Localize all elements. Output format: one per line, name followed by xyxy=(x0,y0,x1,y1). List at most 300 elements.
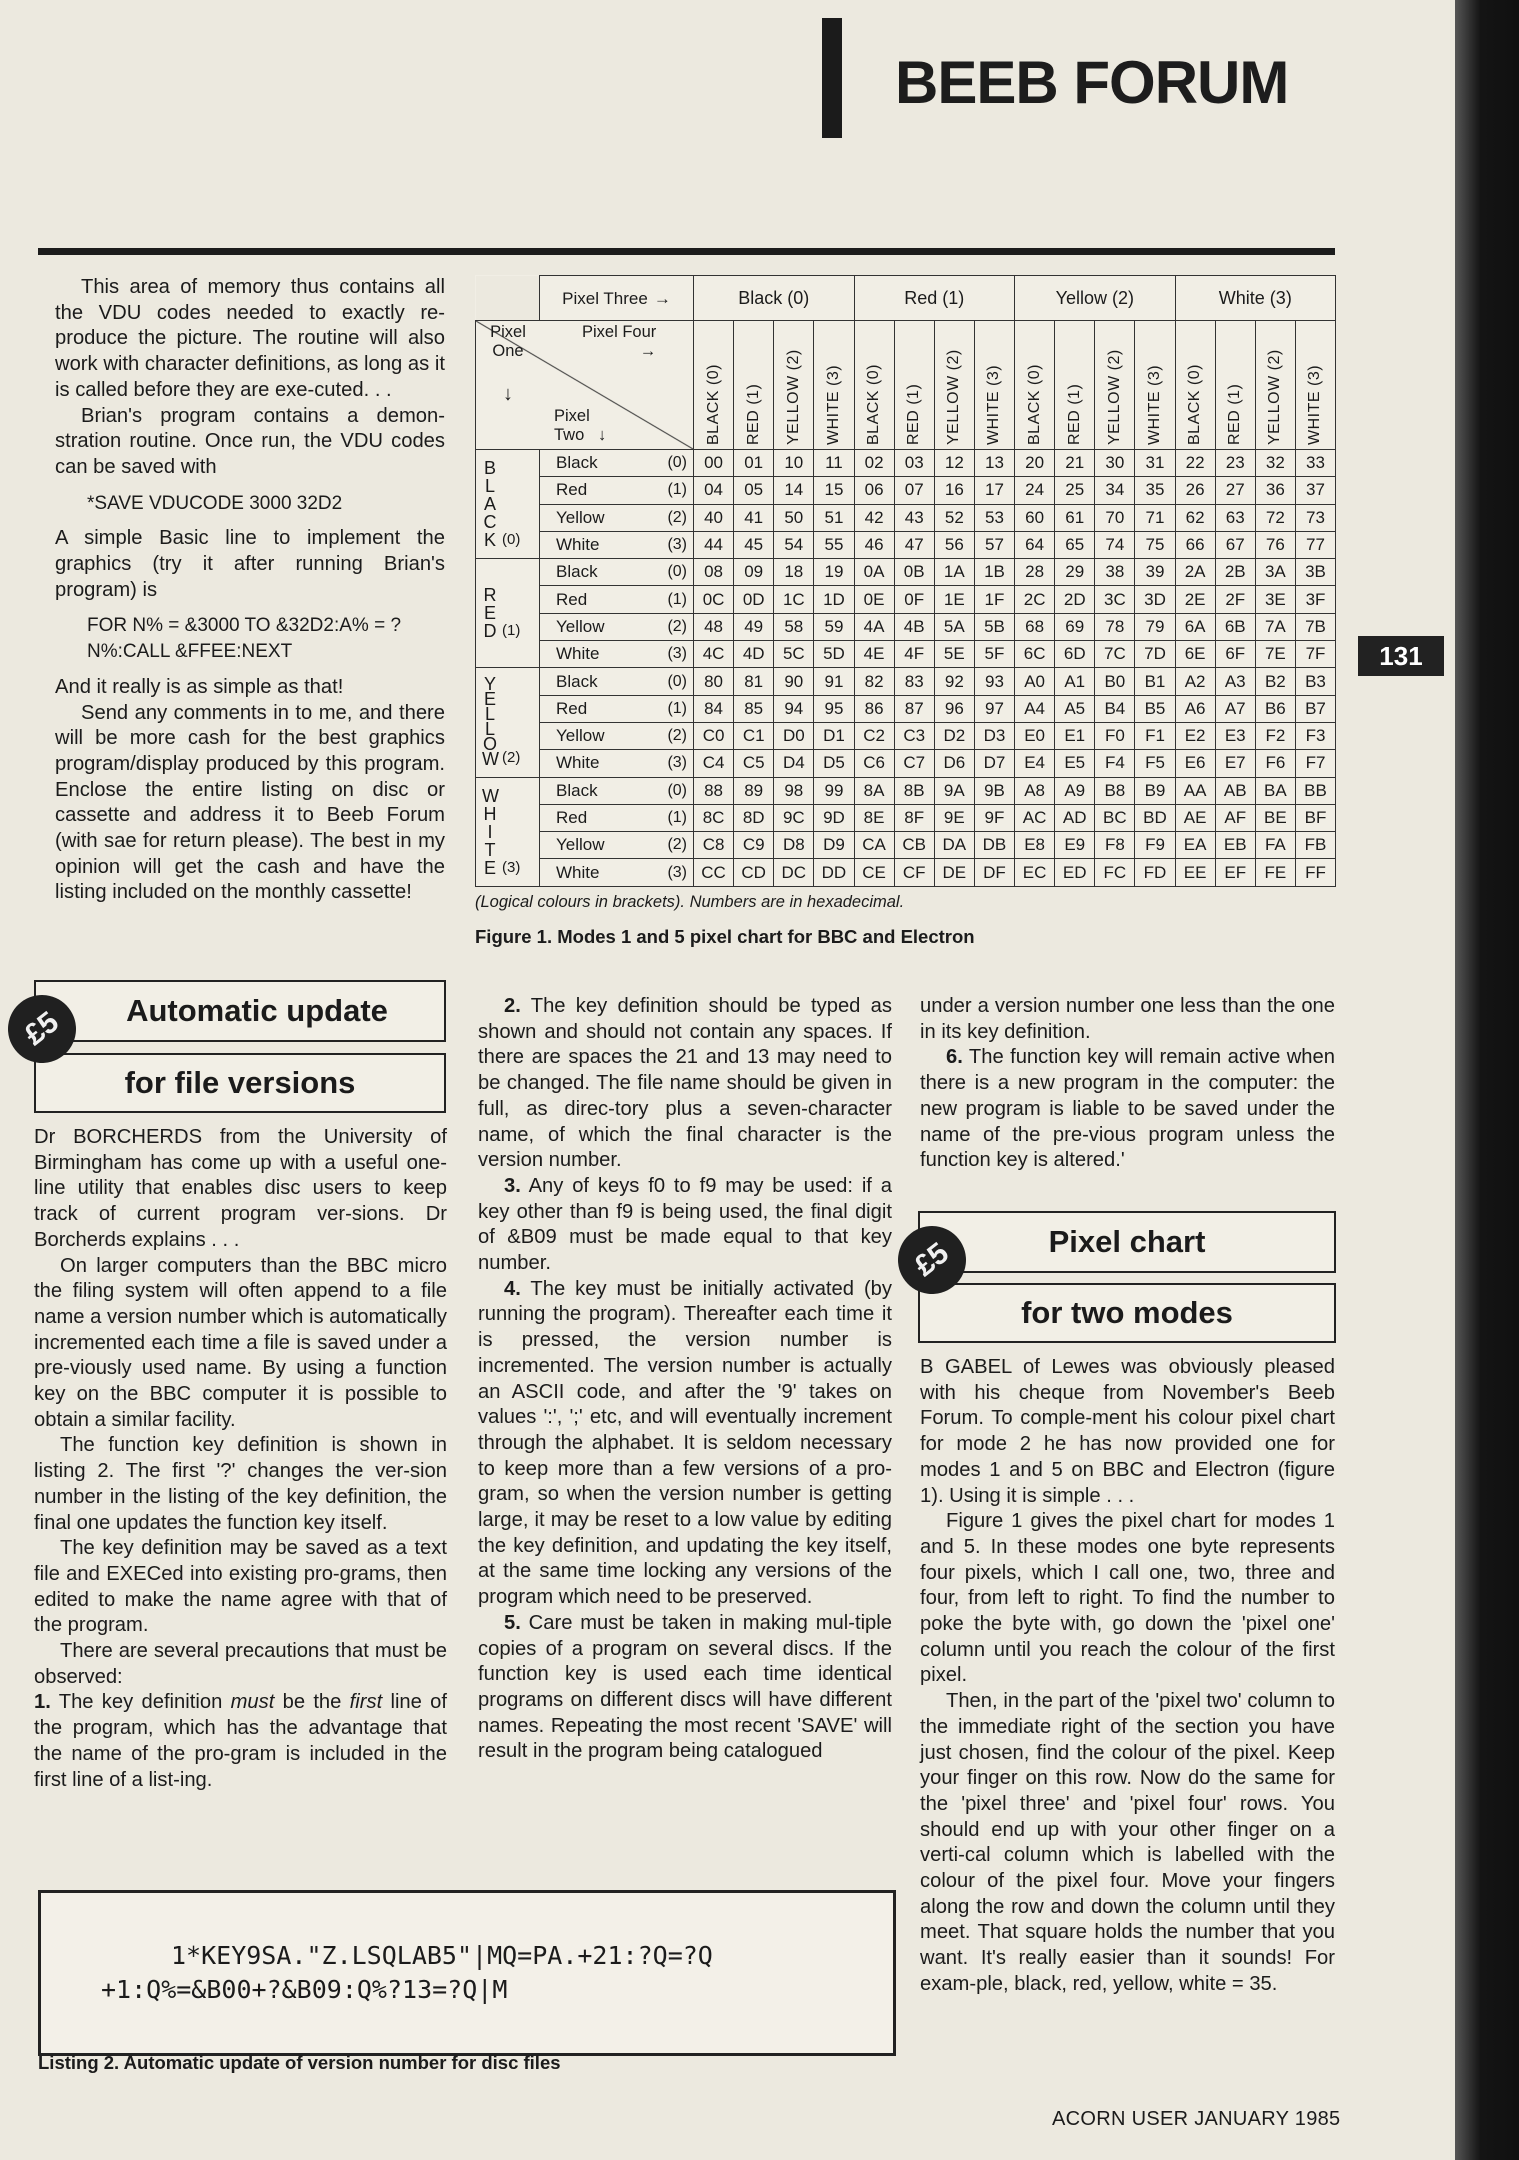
table-cell: 1E xyxy=(934,586,974,613)
table-cell: 2D xyxy=(1055,586,1095,613)
paragraph: under a version number one less than the one in its key definition. xyxy=(920,995,1335,1043)
table-cell: 67 xyxy=(1215,531,1255,558)
table-cell: DB xyxy=(974,832,1014,859)
pixel-four-column-label: YELLOW (2) xyxy=(934,321,974,450)
table-row xyxy=(476,504,1336,531)
pixel-four-column-label: BLACK (0) xyxy=(1175,321,1215,450)
table-cell: 16 xyxy=(934,477,974,504)
table-cell: 0C xyxy=(694,586,734,613)
table-cell: 35 xyxy=(1135,477,1175,504)
table-cell: 31 xyxy=(1135,450,1175,477)
paragraph: B GABEL of Lewes was obviously pleased with his cheque from November's Beeb Forum. To comple-ment his colour pixel chart for mode 2 he has now provided one for modes 1 and 5 on BBC and Electron (figure 1). Using it is simple . . . xyxy=(920,1356,1335,1507)
binding-spine xyxy=(1455,0,1519,2160)
table-cell: 74 xyxy=(1095,531,1135,558)
table-cell: 0D xyxy=(734,586,774,613)
pixel-four-column-label: RED (1) xyxy=(1055,321,1095,450)
table-cell: 3D xyxy=(1135,586,1175,613)
table-cell: 88 xyxy=(694,777,734,804)
pixel-two-colour-label: White xyxy=(540,531,652,558)
table-cell: 62 xyxy=(1175,504,1215,531)
table-corner xyxy=(476,321,694,450)
pixel-four-column-label: WHITE (3) xyxy=(1295,321,1335,450)
table-cell: E2 xyxy=(1175,722,1215,749)
table-cell: AA xyxy=(1175,777,1215,804)
text-run: line of the program, which has the advantage that the name of the pro-gram is included in the first line of a list-ing. xyxy=(34,1691,447,1791)
table-cell: F0 xyxy=(1095,722,1135,749)
table-cell: F1 xyxy=(1135,722,1175,749)
row-group-word: R E D xyxy=(483,585,497,642)
row-group-word: B L A C K xyxy=(483,458,497,551)
pixel-two-colour-number: (2) xyxy=(652,504,694,531)
table-cell: 1C xyxy=(774,586,814,613)
pixel-four-column-label: YELLOW (2) xyxy=(1255,321,1295,450)
table-cell: D1 xyxy=(814,722,854,749)
table-cell: 50 xyxy=(774,504,814,531)
pixel-two-colour-label: Black xyxy=(540,450,652,477)
pixel-two-colour-number: (2) xyxy=(652,722,694,749)
table-cell: 36 xyxy=(1255,477,1295,504)
table-cell: DE xyxy=(934,859,974,886)
pixel-four-column-label: RED (1) xyxy=(1215,321,1255,450)
table-cell: 18 xyxy=(774,559,814,586)
table-cell: 39 xyxy=(1135,559,1175,586)
table-cell: 7F xyxy=(1295,641,1335,668)
header-rule xyxy=(38,248,1335,255)
table-cell: DF xyxy=(974,859,1014,886)
table-cell: 45 xyxy=(734,531,774,558)
table-cell: CF xyxy=(894,859,934,886)
table-cell: A2 xyxy=(1175,668,1215,695)
table-row xyxy=(476,613,1336,640)
table-cell: FE xyxy=(1255,859,1295,886)
table-cell: 25 xyxy=(1055,477,1095,504)
paragraph: Then, in the part of the 'pixel two' column to the immediate right of the section you have just chosen, find the colour of the pixel. Keep your finger on this row. Now do the same for the 'pixel three' and 'pixel four' rows. You should end up with your other finger on a verti-cal column which is labelled with the colour of the pixel four. Move your fingers along the row and down the column until they meet. That square holds the number that you want. It's really easier than it sounds! For exam-ple, black, red, yellow, white = 35. xyxy=(920,1690,1335,1995)
pixel-four-column-label: WHITE (3) xyxy=(1135,321,1175,450)
pixel-three-group-header: Red (1) xyxy=(854,276,1015,321)
table-cell: A4 xyxy=(1015,695,1055,722)
article-subheading-box xyxy=(918,1283,1336,1343)
pixel-two-colour-number: (2) xyxy=(652,832,694,859)
table-cell: 5B xyxy=(974,613,1014,640)
pixel-three-group-header: White (3) xyxy=(1175,276,1336,321)
table-cell: 21 xyxy=(1055,450,1095,477)
table-cell: 8E xyxy=(854,804,894,831)
table-cell: FD xyxy=(1135,859,1175,886)
table-cell: 10 xyxy=(774,450,814,477)
table-cell: 9D xyxy=(814,804,854,831)
pixel-three-text: Pixel Three xyxy=(562,288,648,308)
table-cell: 66 xyxy=(1175,531,1215,558)
table-cell: 91 xyxy=(814,668,854,695)
page-footer: ACORN USER JANUARY 1985 xyxy=(1052,2108,1341,2130)
table-cell: 9E xyxy=(934,804,974,831)
table-cell: EA xyxy=(1175,832,1215,859)
table-cell: 89 xyxy=(734,777,774,804)
pixel-four-column-label: RED (1) xyxy=(894,321,934,450)
paragraph: Send any comments in to me, and there will be more cash for the best graphics program/display produced by this program. Enclose the entire listing on disc or cassette and address it to Beeb Forum (with sae for return please). The best in my opinion will get the cash and have the listing included on the monthly cassette! xyxy=(55,701,445,904)
table-cell: C8 xyxy=(694,832,734,859)
pixel-two-colour-number: (1) xyxy=(652,586,694,613)
table-cell: 2C xyxy=(1015,586,1055,613)
table-cell: A3 xyxy=(1215,668,1255,695)
table-cell: 04 xyxy=(694,477,734,504)
pixel-two-colour-number: (1) xyxy=(652,477,694,504)
table-cell: E7 xyxy=(1215,750,1255,777)
pixel-four-column-label: BLACK (0) xyxy=(854,321,894,450)
table-cell: CE xyxy=(854,859,894,886)
table-cell: 51 xyxy=(814,504,854,531)
section-title: BEEB FORUM xyxy=(895,49,1289,116)
table-cell: FB xyxy=(1295,832,1335,859)
table-row xyxy=(476,804,1336,831)
header-block xyxy=(822,18,842,138)
table-cell: 5F xyxy=(974,641,1014,668)
table-cell: D6 xyxy=(934,750,974,777)
article-heading-box xyxy=(918,1211,1336,1273)
row-group-letters xyxy=(482,459,539,549)
row-group-letters xyxy=(482,787,539,877)
table-cell: 71 xyxy=(1135,504,1175,531)
table-cell: 1D xyxy=(814,586,854,613)
pixel-three-label xyxy=(540,276,694,321)
table-cell: 12 xyxy=(934,450,974,477)
table-cell: 85 xyxy=(734,695,774,722)
table-cell: 6C xyxy=(1015,641,1055,668)
table-note: (Logical colours in brackets). Numbers are in hexadecimal. xyxy=(475,892,905,911)
table-cell: 38 xyxy=(1095,559,1135,586)
table-cell: 03 xyxy=(894,450,934,477)
table-cell: 8B xyxy=(894,777,934,804)
table-cell: FF xyxy=(1295,859,1335,886)
figure-caption: Figure 1. Modes 1 and 5 pixel chart for BBC and Electron xyxy=(475,925,975,947)
pixel-four-text: Pixel Four xyxy=(582,323,657,341)
table-cell: 52 xyxy=(934,504,974,531)
table-cell: 1A xyxy=(934,559,974,586)
table-cell: 68 xyxy=(1015,613,1055,640)
pixel-four-column-label: YELLOW (2) xyxy=(774,321,814,450)
pixel-two-colour-number: (3) xyxy=(652,750,694,777)
table-cell: 02 xyxy=(854,450,894,477)
pixel-two-colour-label: Yellow xyxy=(540,613,652,640)
table-cell: BB xyxy=(1295,777,1335,804)
pixel-two-colour-label: Red xyxy=(540,586,652,613)
table-cell: 59 xyxy=(814,613,854,640)
table-cell: 2A xyxy=(1175,559,1215,586)
pixel-four-column-label: BLACK (0) xyxy=(694,321,734,450)
table-cell: AD xyxy=(1055,804,1095,831)
row-group-letters xyxy=(482,586,539,640)
table-cell: B7 xyxy=(1295,695,1335,722)
article-title: Pixel chart xyxy=(1048,1224,1206,1259)
table-cell: F2 xyxy=(1255,722,1295,749)
table-cell: 2B xyxy=(1215,559,1255,586)
table-cell: A5 xyxy=(1055,695,1095,722)
item-number: 3. xyxy=(504,1174,521,1197)
text-run: must xyxy=(230,1691,275,1714)
table-cell: 7A xyxy=(1255,613,1295,640)
table-cell: 4F xyxy=(894,641,934,668)
table-cell: 0B xyxy=(894,559,934,586)
table-cell: 4C xyxy=(694,641,734,668)
listing-line: +1:Q%=&B00+?&B09:Q%?13=?Q|M xyxy=(101,1975,508,2004)
table-cell: 93 xyxy=(974,668,1014,695)
table-cell: 98 xyxy=(774,777,814,804)
pixel-two-colour-number: (2) xyxy=(652,613,694,640)
table-cell: EF xyxy=(1215,859,1255,886)
table-cell: A8 xyxy=(1015,777,1055,804)
table-cell: A9 xyxy=(1055,777,1095,804)
table-cell: 9B xyxy=(974,777,1014,804)
table-cell: ED xyxy=(1055,859,1095,886)
table-cell: 83 xyxy=(894,668,934,695)
table-row xyxy=(476,777,1336,804)
table-cell: 3A xyxy=(1255,559,1295,586)
page-number-tab: 131 xyxy=(1358,636,1444,676)
article-subtitle: for file versions xyxy=(124,1065,356,1100)
left-column-bottom xyxy=(34,1125,447,1793)
table-cell: E8 xyxy=(1015,832,1055,859)
table-cell: 92 xyxy=(934,668,974,695)
pixel-four-column-label: YELLOW (2) xyxy=(1095,321,1135,450)
table-cell: 1B xyxy=(974,559,1014,586)
table-cell: B4 xyxy=(1095,695,1135,722)
pixel-one-text: Pixel One xyxy=(490,323,526,360)
pixel-two-colour-label: Black xyxy=(540,777,652,804)
table-cell: B1 xyxy=(1135,668,1175,695)
table-row xyxy=(476,477,1336,504)
table-cell: 26 xyxy=(1175,477,1215,504)
table-row xyxy=(476,586,1336,613)
table-cell: 56 xyxy=(934,531,974,558)
table-cell: 8A xyxy=(854,777,894,804)
row-group-word: W H I T E xyxy=(482,785,499,878)
pixel-two-colour-label: White xyxy=(540,750,652,777)
pixel-two-colour-label: White xyxy=(540,859,652,886)
pixel-two-colour-number: (0) xyxy=(652,668,694,695)
table-header-row xyxy=(476,321,1336,450)
paragraph: The function key definition is shown in listing 2. The first '?' changes the ver-sion number in the listing of the key definition, the final one updates the function key itself. xyxy=(34,1434,447,1534)
table-cell: EB xyxy=(1215,832,1255,859)
table-cell: 0F xyxy=(894,586,934,613)
table-cell: 46 xyxy=(854,531,894,558)
paragraph xyxy=(478,1277,892,1611)
table-cell: 44 xyxy=(694,531,734,558)
paragraph: A simple Basic line to implement the graphics (try it after running Brian's program) is xyxy=(55,527,445,601)
table-cell: B3 xyxy=(1295,668,1335,695)
pixel-two-colour-number: (3) xyxy=(652,859,694,886)
paragraph: There are several precautions that must be observed: xyxy=(34,1640,447,1688)
arrow-right-icon: → xyxy=(653,288,671,308)
table-cell: 75 xyxy=(1135,531,1175,558)
table-cell: B8 xyxy=(1095,777,1135,804)
article-subheading-box xyxy=(34,1053,446,1113)
table-cell: A6 xyxy=(1175,695,1215,722)
table-cell: 6D xyxy=(1055,641,1095,668)
table-cell: EC xyxy=(1015,859,1055,886)
paragraph xyxy=(478,1174,892,1277)
row-group-word: Y E L L O W xyxy=(482,674,499,770)
table-row xyxy=(476,832,1336,859)
pixel-four-column-label: BLACK (0) xyxy=(1015,321,1055,450)
table-cell: CB xyxy=(894,832,934,859)
table-cell: E5 xyxy=(1055,750,1095,777)
table-cell: BC xyxy=(1095,804,1135,831)
table-cell: DD xyxy=(814,859,854,886)
table-cell: AE xyxy=(1175,804,1215,831)
table-cell: 7B xyxy=(1295,613,1335,640)
table-cell: 19 xyxy=(814,559,854,586)
table-cell: 08 xyxy=(694,559,734,586)
table-cell: 22 xyxy=(1175,450,1215,477)
table-cell: 3F xyxy=(1295,586,1335,613)
table-cell: 40 xyxy=(694,504,734,531)
pixel-one-group-label xyxy=(476,777,540,886)
item-number: 1. xyxy=(34,1691,51,1714)
table-cell: 72 xyxy=(1255,504,1295,531)
table-cell: 0A xyxy=(854,559,894,586)
table-cell: 33 xyxy=(1295,450,1335,477)
table-cell: 01 xyxy=(734,450,774,477)
table-cell: D9 xyxy=(814,832,854,859)
table-row xyxy=(476,668,1336,695)
text-run: be the xyxy=(274,1691,350,1714)
text-run: Care must be taken in making mul-tiple copies of a program on several discs. If the function key is used each time identical programs on different discs will have different names. Repeating the most recent 'SAVE' will result in the program being catalogued xyxy=(478,1611,892,1763)
pixel-two-colour-number: (0) xyxy=(652,450,694,477)
table-cell: 61 xyxy=(1055,504,1095,531)
table-cell: 69 xyxy=(1055,613,1095,640)
paragraph xyxy=(478,994,892,1174)
table-cell: C5 xyxy=(734,750,774,777)
table-cell: 4E xyxy=(854,641,894,668)
table-cell: 32 xyxy=(1255,450,1295,477)
table-cell: 6A xyxy=(1175,613,1215,640)
table-cell: 65 xyxy=(1055,531,1095,558)
table-cell: 81 xyxy=(734,668,774,695)
table-cell: D4 xyxy=(774,750,814,777)
item-number: 4. xyxy=(504,1277,521,1300)
text-run: The key definition should be typed as shown and should not contain any spaces. If there are spaces the 21 and 13 may need to be changed. The file name should be given in full, as direc-tory plus a seven-character name, of which the final character is the version number. xyxy=(478,995,892,1172)
table-row xyxy=(476,859,1336,886)
code-line: *SAVE VDUCODE 3000 32D2 xyxy=(87,492,343,514)
table-cell: 1F xyxy=(974,586,1014,613)
table-cell: 58 xyxy=(774,613,814,640)
table-cell: 2E xyxy=(1175,586,1215,613)
row-group-number: (3) xyxy=(502,858,521,876)
paragraph: On larger computers than the BBC micro the filing system will often append to a file name a version number which is automatically incremented each time a file is saved under a pre-viously used name. By using a function key on the BBC computer it is possible to obtain a similar facility. xyxy=(34,1254,447,1431)
right-column-bottom xyxy=(920,1355,1335,1998)
code-line: FOR N% = &3000 TO &32D2:A% = ?N%:CALL &FFEE:NEXT xyxy=(87,615,402,663)
text-run: The function key will remain active when there is a new program in the computer: the new program is liable to be saved under the name of the pre-vious program unless the function key is altered.' xyxy=(920,1046,1335,1172)
pixel-chart-table xyxy=(475,275,1336,887)
table-cell: 41 xyxy=(734,504,774,531)
paragraph: The key definition may be saved as a text file and EXECed into existing pro-grams, then edited to make the name agree with that of the program. xyxy=(34,1537,447,1637)
paragraph: This area of memory thus contains all the VDU codes needed to exactly re-produce the picture. The routine will also work with character definitions, as long as it is called before they are exe-cuted. . . xyxy=(55,276,445,401)
pixel-two-colour-number: (0) xyxy=(652,559,694,586)
table-cell: 23 xyxy=(1215,450,1255,477)
table-cell: 0E xyxy=(854,586,894,613)
table-cell: 84 xyxy=(694,695,734,722)
table-cell: 7C xyxy=(1095,641,1135,668)
table-cell: CA xyxy=(854,832,894,859)
pixel-four-column-label: WHITE (3) xyxy=(814,321,854,450)
table-cell: C3 xyxy=(894,722,934,749)
table-row xyxy=(476,450,1336,477)
table-cell: C1 xyxy=(734,722,774,749)
table-cell: 28 xyxy=(1015,559,1055,586)
arrow-down-icon: ↓ xyxy=(503,383,513,405)
table-cell: 9F xyxy=(974,804,1014,831)
table-cell: 95 xyxy=(814,695,854,722)
table-cell: F5 xyxy=(1135,750,1175,777)
pixel-two-text: Pixel Two xyxy=(554,407,590,444)
table-cell: F8 xyxy=(1095,832,1135,859)
table-row xyxy=(476,722,1336,749)
pixel-two-colour-number: (3) xyxy=(652,531,694,558)
table-cell: A1 xyxy=(1055,668,1095,695)
table-cell: 5A xyxy=(934,613,974,640)
table-cell: 00 xyxy=(694,450,734,477)
table-cell: 78 xyxy=(1095,613,1135,640)
table-cell: 9A xyxy=(934,777,974,804)
table-cell: B2 xyxy=(1255,668,1295,695)
table-cell: F4 xyxy=(1095,750,1135,777)
table-cell: 73 xyxy=(1295,504,1335,531)
text-run: Any of keys f0 to f9 may be used: if a key other than f9 is being used, the final digit of &B09 must be made equal to that key number. xyxy=(478,1174,892,1275)
table-cell: 7E xyxy=(1255,641,1295,668)
table-cell: 77 xyxy=(1295,531,1335,558)
table-cell: 15 xyxy=(814,477,854,504)
table-cell: 94 xyxy=(774,695,814,722)
table-cell: 2F xyxy=(1215,586,1255,613)
pixel-one-group-label xyxy=(476,668,540,777)
table-cell: 13 xyxy=(974,450,1014,477)
table-cell: C2 xyxy=(854,722,894,749)
table-cell: 34 xyxy=(1095,477,1135,504)
table-cell: E4 xyxy=(1015,750,1055,777)
table-cell: C7 xyxy=(894,750,934,777)
paragraph xyxy=(478,1611,892,1765)
row-group-number: (0) xyxy=(502,531,521,549)
text-run: The key definition xyxy=(50,1691,231,1714)
table-cell: 05 xyxy=(734,477,774,504)
table-cell: A0 xyxy=(1015,668,1055,695)
table-cell: CD xyxy=(734,859,774,886)
pixel-two-colour-number: (0) xyxy=(652,777,694,804)
table-cell: 8D xyxy=(734,804,774,831)
pixel-two-colour-label: Black xyxy=(540,559,652,586)
table-cell: 11 xyxy=(814,450,854,477)
table-cell: 63 xyxy=(1215,504,1255,531)
pixel-two-colour-label: Red xyxy=(540,695,652,722)
table-cell: AF xyxy=(1215,804,1255,831)
table-cell: 5D xyxy=(814,641,854,668)
item-number: 2. xyxy=(504,995,521,1017)
table-row xyxy=(476,695,1336,722)
table-cell: E6 xyxy=(1175,750,1215,777)
table-cell: AC xyxy=(1015,804,1055,831)
table-row xyxy=(476,641,1336,668)
table-cell: D5 xyxy=(814,750,854,777)
table-cell: 6B xyxy=(1215,613,1255,640)
table-cell: 82 xyxy=(854,668,894,695)
table-cell: AB xyxy=(1215,777,1255,804)
row-group-number: (2) xyxy=(502,749,521,767)
table-cell: 27 xyxy=(1215,477,1255,504)
pixel-two-colour-label: Red xyxy=(540,477,652,504)
table-cell: FC xyxy=(1095,859,1135,886)
table-cell: 43 xyxy=(894,504,934,531)
paragraph xyxy=(34,1690,447,1793)
